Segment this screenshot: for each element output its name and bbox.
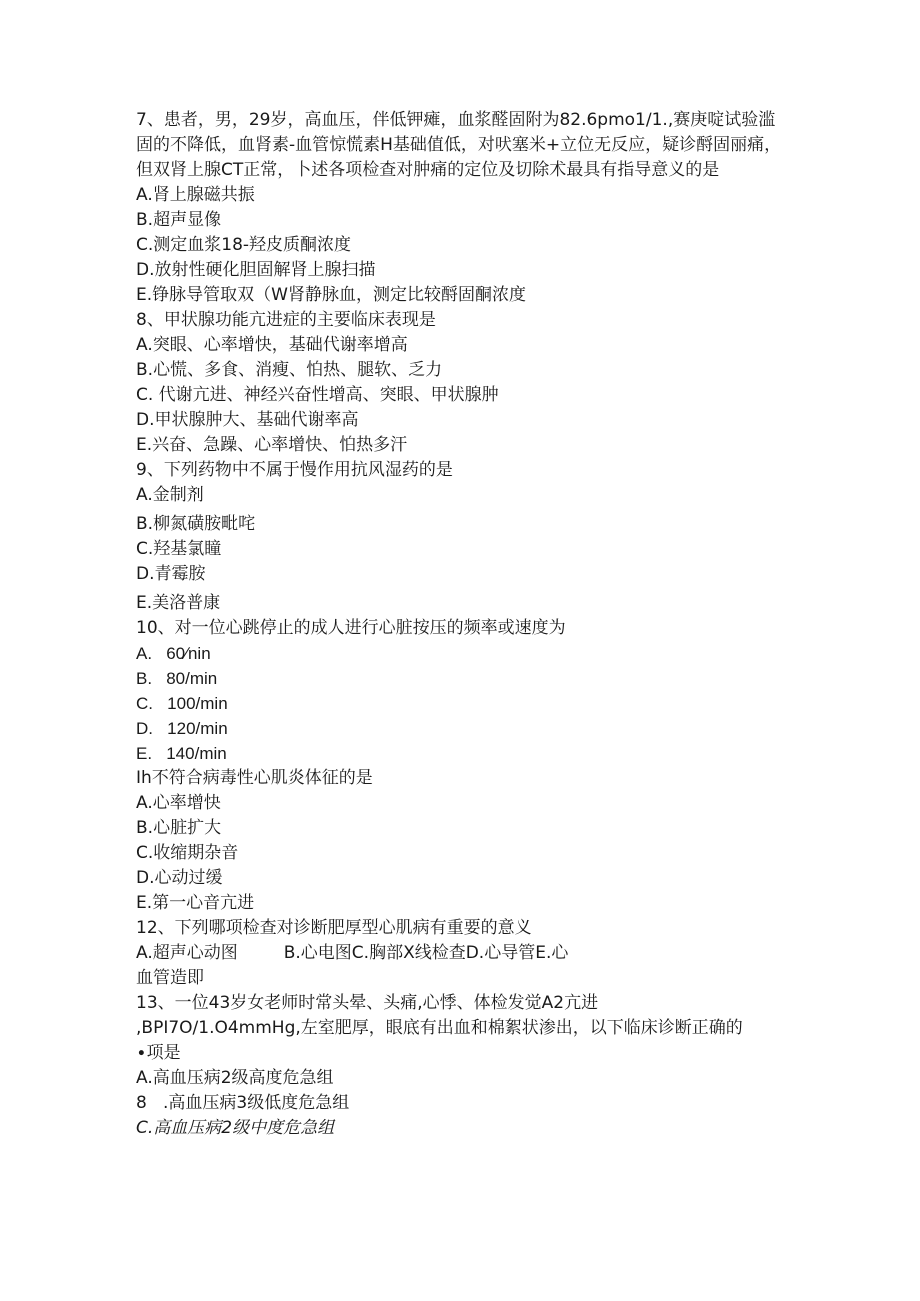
question-8-option-c: C. 代谢亢进、神经兴奋性增高、突眼、甲状腺肿 — [136, 385, 499, 405]
question-13-option-c: C.高血压病2级中度危急组 — [136, 1118, 335, 1138]
question-10-option-c: C. 100/min — [136, 694, 228, 713]
question-7-option-a: A.肾上腺磁共振 — [136, 185, 255, 205]
question-11-option-e: E.第一心音亢进 — [136, 893, 255, 913]
question-13-stem-line-3: ∙项是 — [136, 1043, 181, 1063]
question-9-option-e: E.美洛普康 — [136, 593, 221, 613]
question-12-options-rest: B.心电图C.胸部X线检查D.心导管E.心 — [283, 943, 569, 963]
question-8-option-d: D.甲状腺肿大、基础代谢率高 — [136, 410, 359, 430]
question-11-stem: Ih不符合病毒性心肌炎体征的是 — [136, 768, 373, 788]
question-9-stem: 9、下列药物中不属于慢作用抗风湿药的是 — [136, 460, 453, 480]
question-13-option-a: A.高血压病2级高度危急组 — [136, 1068, 334, 1088]
question-12-stem: 12、下列哪项检查对诊断肥厚型心肌病有重要的意义 — [136, 918, 532, 938]
question-list — [136, 108, 786, 1141]
question-13-stem-line-2: ,BPI7O∕1.O4mmHg,左室肥厚，眼底有出血和棉絮状渗出，以下临床诊断正确的 — [136, 1018, 743, 1038]
question-7-option-c: C.测定血浆18-羟皮质酮浓度 — [136, 235, 352, 255]
question-7-option-d: D.放射性硬化胆固解肾上腺扫描 — [136, 260, 376, 280]
question-13-stem-line-1: 13、一位43岁女老师时常头晕、头痛,心悸、体检发觉A2亢进 — [136, 993, 599, 1013]
question-9-option-d: D.青霉胺 — [136, 564, 206, 584]
question-12-continuation: 血管造即 — [136, 968, 204, 988]
question-10-option-e: E. 140/min — [136, 744, 227, 763]
question-10-option-a: A. 60∕nin — [136, 644, 211, 663]
question-12-options-row — [136, 941, 786, 966]
question-13-option-b: 8 .高血压病3级低度危急组 — [136, 1093, 350, 1113]
question-8-stem: 8、甲状腺功能亢进症的主要临床表现是 — [136, 310, 436, 330]
question-7-stem: 7、患者，男，29岁，高血压，伴低钾瘫，血浆醛固附为82.6pmo1∕1.,赛庚啶试验滥固的不降低，血肾素-血管惊慌素H基础值低，对吠塞米+立位无反应，疑诊酹固丽痛，但双肾上腺CT正常，卜述各项检查对肿痛的定位及切除术最具有指导意义的是 — [136, 110, 782, 180]
question-9-option-c: C.羟基氯瞳 — [136, 539, 222, 559]
question-9-option-b: B.柳氮磺胺毗咤 — [136, 514, 256, 534]
question-8-option-a: A.突眼、心率增快，基础代谢率增高 — [136, 335, 408, 355]
question-7-option-e: E.铮脉导管取双（W肾静脉血，测定比较酹固酮浓度 — [136, 285, 526, 305]
question-12-option-a: A.超声心动图 — [136, 943, 238, 963]
question-11-option-d: D.心动过缓 — [136, 868, 223, 888]
question-8-option-b: B.心慌、多食、消瘦、怕热、腿软、乏力 — [136, 360, 443, 380]
question-11-option-b: B.心脏扩大 — [136, 818, 222, 838]
question-8-option-e: E.兴奋、急躁、心率增快、怕热多汗 — [136, 435, 408, 455]
question-7-option-b: B.超声显像 — [136, 210, 222, 230]
question-10-option-b: B. 80/min — [136, 669, 218, 688]
question-9-option-a: A.金制剂 — [136, 485, 204, 505]
question-11-option-c: C.收缩期杂音 — [136, 843, 239, 863]
question-10-stem: 10、对一位心跳停止的成人进行心脏按压的频率或速度为 — [136, 618, 566, 638]
question-11-option-a: A.心率增快 — [136, 793, 221, 813]
question-10-option-d: D. 120/min — [136, 719, 228, 738]
